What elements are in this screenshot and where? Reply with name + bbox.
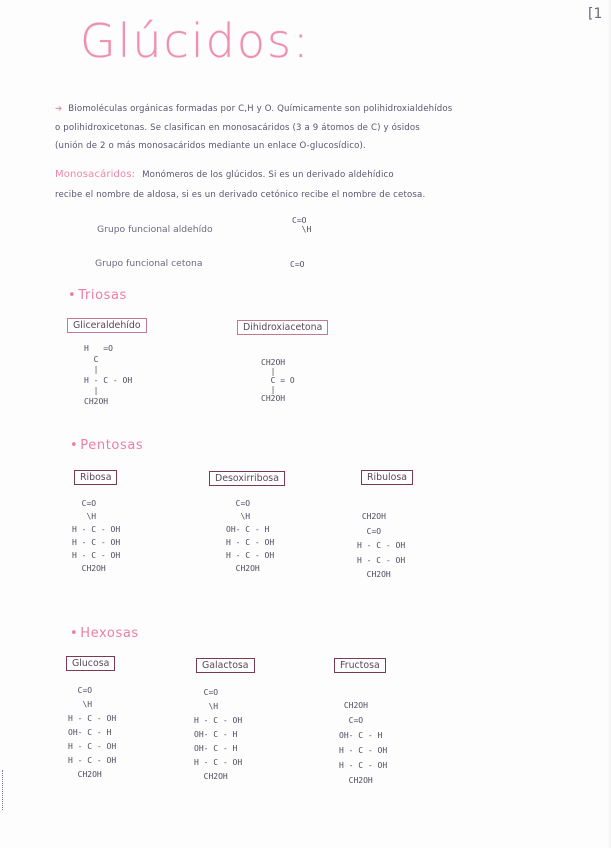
label-ribosa: Ribosa	[74, 470, 117, 485]
formula-galactosa: C=O \H H - C - OH OH- C - H OH- C - H H - C - OH CH2OH	[194, 688, 243, 781]
margin-dots	[2, 770, 5, 810]
page-title: Glúcidos:	[80, 14, 311, 68]
group-ketone-name: Grupo funcional cetona	[95, 258, 203, 269]
section-pentosas-heading: • Pentosas	[70, 438, 144, 453]
monosacaridos-line-2: recibe el nombre de aldosa, si es un derivado cetónico recibe el nombre de cetosa.	[55, 190, 426, 200]
group-aldehyde-name: Grupo funcional aldehído	[97, 224, 213, 235]
section-triosas-heading: • Triosas	[68, 288, 127, 303]
label-galactosa: Galactosa	[196, 658, 255, 673]
group-ketone-formula: C=O	[290, 260, 305, 269]
label-gliceraldehido: Gliceraldehído	[67, 318, 147, 333]
section-hexosas-heading: • Hexosas	[70, 626, 139, 641]
monosacaridos-label: Monosacáridos:	[55, 169, 136, 180]
intro-line-3: (unión de 2 o más monosacáridos mediante un enlace O-glucosídico).	[55, 141, 366, 151]
formula-fructosa: CH2OH C=O OH- C - H H - C - OH H - C - OH CH2OH	[339, 701, 388, 785]
intro-text-1: Biomoléculas orgánicas formadas por C,H y O. Químicamente son polihidroxialdehídos	[68, 104, 453, 114]
formula-dihidroxiacetona: CH2OH | C = O | CH2OH	[261, 358, 295, 403]
formula-gliceraldehido: H =O C | H - C - OH | CH2OH	[84, 344, 133, 406]
group-aldehyde-formula: C=O \H	[292, 216, 312, 234]
label-desoxirribosa: Desoxirribosa	[209, 471, 285, 486]
page-marker: [1	[588, 6, 603, 22]
label-fructosa: Fructosa	[334, 658, 386, 673]
formula-ribosa: C=O \H H - C - OH H - C - OH H - C - OH CH2OH	[72, 499, 121, 573]
intro-line-1	[55, 104, 452, 114]
monosacaridos-line-1	[55, 169, 394, 180]
intro-line-2: o polihidroxicetonas. Se clasifican en monosacáridos (3 a 9 átomos de C) y ósidos	[55, 123, 420, 133]
label-glucosa: Glucosa	[66, 656, 115, 671]
arrow-icon: ➔	[55, 104, 63, 114]
formula-ribulosa: CH2OH C=O H - C - OH H - C - OH CH2OH	[357, 512, 406, 579]
label-ribulosa: Ribulosa	[361, 470, 413, 485]
formula-desoxirribosa: C=O \H OH- C - H H - C - OH H - C - OH CH2OH	[226, 499, 275, 573]
monosacaridos-text-1: Monómeros de los glúcidos. Si es un derivado aldehídico	[142, 170, 394, 180]
label-dihidroxiacetona: Dihidroxiacetona	[237, 320, 328, 335]
formula-glucosa: C=O \H H - C - OH OH- C - H H - C - OH H - C - OH CH2OH	[68, 686, 117, 779]
